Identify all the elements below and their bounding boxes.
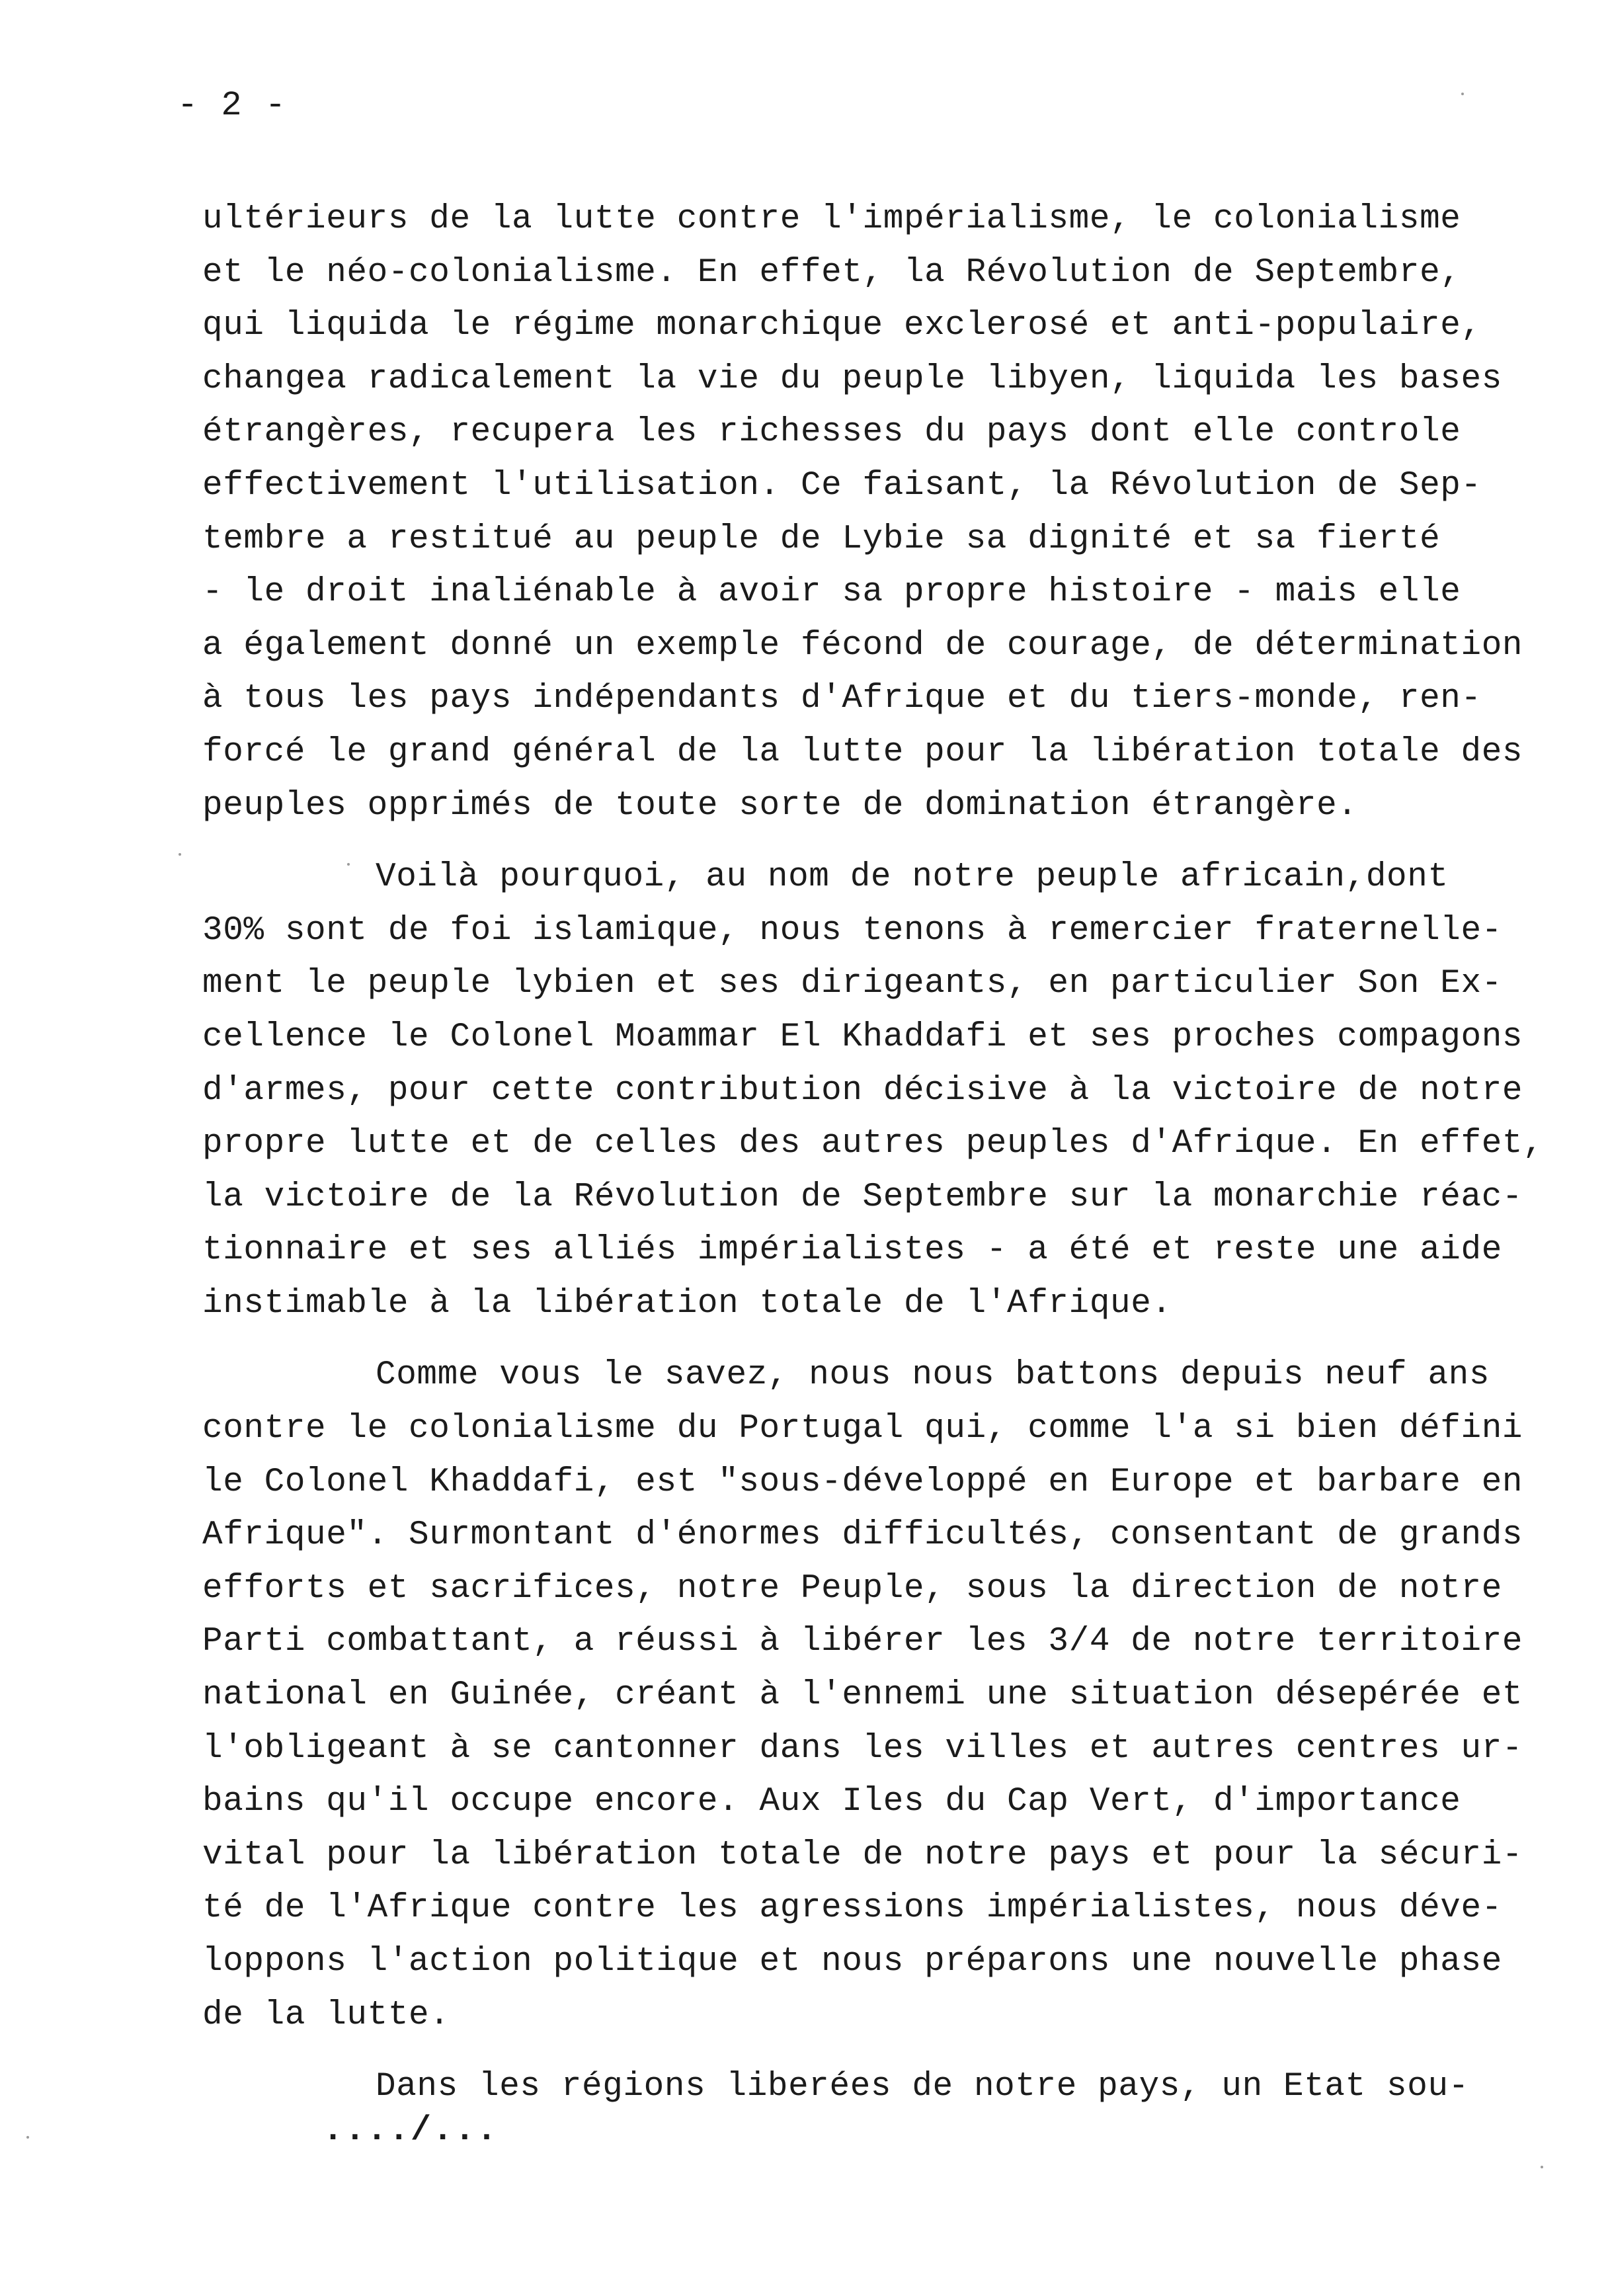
text-line: vital pour la libération totale de notre pays et pour la sécuri- [202, 1836, 1523, 1874]
body-text [202, 193, 1544, 2133]
text-line: a également donné un exemple fécond de courage, de détermination [202, 626, 1523, 665]
paragraph-1 [202, 193, 1523, 833]
text-line: instimable à la libération totale de l'Afrique. [202, 1284, 1172, 1323]
text-line: - le droit inaliénable à avoir sa propre histoire - mais elle [202, 573, 1461, 612]
text-line: l'obligeant à se cantonner dans les villes et autres centres ur- [202, 1729, 1523, 1768]
text-line: ultérieurs de la lutte contre l'impérialisme, le colonialisme [202, 200, 1461, 238]
paragraph-2 [202, 851, 1544, 1331]
text-line: la victoire de la Révolution de Septembre sur la monarchie réac- [202, 1178, 1523, 1216]
text-line: té de l'Afrique contre les agressions impérialistes, nous déve- [202, 1889, 1502, 1928]
text-line: propre lutte et de celles des autres peuples d'Afrique. En effet, [202, 1125, 1544, 1163]
text-line: le Colonel Khaddafi, est "sous-développé en Europe et barbare en [202, 1463, 1523, 1501]
text-line: de la lutte. [202, 1996, 450, 2034]
page-number: - 2 - [177, 86, 288, 125]
scan-speck [347, 863, 350, 866]
text-line: à tous les pays indépendants d'Afrique et du tiers-monde, ren- [202, 680, 1482, 718]
scan-speck [1461, 93, 1464, 95]
text-line: Voilà pourquoi, au nom de notre peuple africain,dont [376, 858, 1449, 897]
scan-speck [179, 853, 181, 856]
text-line: peuples opprimés de toute sorte de domination étrangère. [202, 786, 1358, 825]
text-line: bains qu'il occupe encore. Aux Iles du Cap Vert, d'importance [202, 1783, 1461, 1821]
paragraph-3 [202, 1349, 1523, 2042]
text-line: contre le colonialisme du Portugal qui, comme l'a si bien défini [202, 1410, 1523, 1448]
text-line: Parti combattant, a réussi à libérer les 3/4 de notre territoire [202, 1623, 1523, 1661]
text-line: qui liquida le régime monarchique exclerosé et anti-populaire, [202, 307, 1482, 345]
text-line: loppons l'action politique et nous préparons une nouvelle phase [202, 1943, 1502, 1981]
text-line: étrangères, recupera les richesses du pays dont elle controle [202, 413, 1461, 452]
scan-speck [1541, 2166, 1543, 2168]
text-line: Comme vous le savez, nous nous battons depuis neuf ans [376, 1356, 1490, 1395]
text-line: forcé le grand général de la lutte pour la libération totale des [202, 733, 1523, 771]
continuation-mark: ..../... [323, 2111, 499, 2150]
text-line: tionnaire et ses alliés impérialistes - a été et reste une aide [202, 1231, 1502, 1270]
text-line: effectivement l'utilisation. Ce faisant, la Révolution de Sep- [202, 466, 1482, 505]
paragraph-4 [202, 2061, 1469, 2114]
text-line: changea radicalement la vie du peuple libyen, liquida les bases [202, 360, 1502, 398]
text-line: 30% sont de foi islamique, nous tenons à remercier fraternelle- [202, 911, 1502, 950]
scan-speck [26, 2136, 29, 2139]
text-line: national en Guinée, créant à l'ennemi une situation désepérée et [202, 1676, 1523, 1715]
text-line: Dans les régions liberées de notre pays, un Etat sou- [376, 2068, 1469, 2106]
text-line: ment le peuple lybien et ses dirigeants, en particulier Son Ex- [202, 965, 1502, 1003]
text-line: d'armes, pour cette contribution décisive à la victoire de notre [202, 1071, 1523, 1110]
text-line: et le néo-colonialisme. En effet, la Révolution de Septembre, [202, 253, 1461, 292]
text-line: efforts et sacrifices, notre Peuple, sous la direction de notre [202, 1569, 1502, 1608]
text-line: cellence le Colonel Moammar El Khaddafi et ses proches compagons [202, 1018, 1523, 1056]
text-line: Afrique". Surmontant d'énormes difficultés, consentant de grands [202, 1516, 1523, 1555]
text-line: tembre a restitué au peuple de Lybie sa dignité et sa fierté [202, 520, 1441, 558]
